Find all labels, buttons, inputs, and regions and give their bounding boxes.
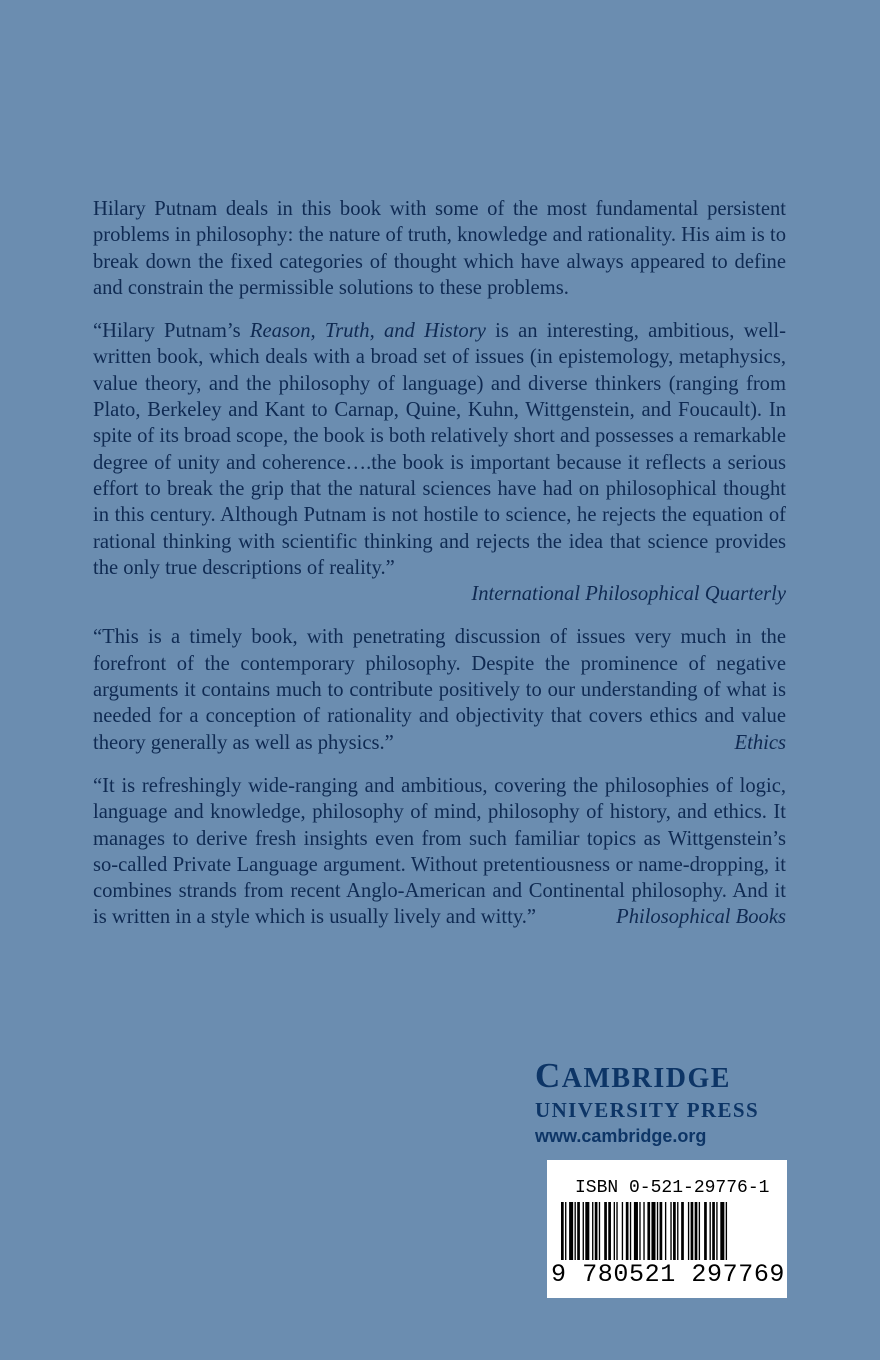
- barcode-bar: [634, 1202, 638, 1260]
- barcode-bar: [704, 1202, 707, 1260]
- barcode-bar: [665, 1202, 666, 1260]
- barcode-bar: [647, 1202, 650, 1260]
- publisher-name: [535, 1057, 795, 1098]
- review-1-book-title: Reason, Truth, and History: [249, 320, 486, 343]
- barcode-bar: [575, 1202, 576, 1260]
- publisher-url: www.cambridge.org: [535, 1126, 707, 1146]
- barcode-bar: [670, 1202, 671, 1260]
- barcode-bar: [592, 1202, 593, 1260]
- barcode-bar: [626, 1202, 629, 1260]
- barcode-bar: [726, 1202, 727, 1260]
- barcode-bar: [595, 1202, 598, 1260]
- barcode-bar: [695, 1202, 698, 1260]
- barcode-bar: [691, 1202, 694, 1260]
- barcode-bar: [585, 1202, 589, 1260]
- barcode-bar: [608, 1202, 611, 1260]
- barcode-image: [561, 1202, 773, 1262]
- review-2-body: “This is a timely book, with penetrating discussion of issues very much in the forefront of the contemporary philosophy. Despite the prominence of negative arguments it contains much to contribute positively to our understanding of what is needed for a conception of rationality and objectivity that covers ethics and value theory generally as well as physics.”: [93, 626, 786, 754]
- publisher-name-initial: C: [535, 1056, 562, 1095]
- back-cover-text: [93, 196, 786, 948]
- review-1-source: International Philosophical Quarterly: [471, 583, 786, 606]
- barcode-bar: [577, 1202, 580, 1260]
- barcode-bar: [599, 1202, 600, 1260]
- barcode-bar: [699, 1202, 700, 1260]
- review-1-body: is an interesting, ambitious, well-written book, which deals with a broad set of issues (in epistemology, metaphysics, value theory, and the philosophy of language) and diverse thinkers (ranging from Plato, Berkeley and Kant to Carnap, Quine, Kuhn, Wittgenstein, and Foucault). In spite of its broad scope, the book is both relatively short and possesses a remarkable degree of unity and coherence….the book is important because it reflects a serious effort to break the grip that the natural sciences have had on philosophical thought in this century. Although Putnam is not hostile to science, he rejects the equation of rational thinking with scientific thinking and rejects the idea that science provides the only true descriptions of reality.”: [93, 320, 787, 579]
- barcode-bar: [643, 1202, 644, 1260]
- barcode-bar: [622, 1202, 623, 1260]
- barcode-bar: [712, 1202, 715, 1260]
- isbn-label: ISBN 0-521-29776-1: [575, 1178, 770, 1198]
- barcode-bar: [677, 1202, 678, 1260]
- review-3-body: “It is refreshingly wide-ranging and ambitious, covering the philosophies of logic, language and knowledge, philosophy of mind, philosophy of history, and ethics. It manages to derive fresh insights even from such familiar topics as Wittgenstein’s so-called Private Language argument. Without pretentiousness or name-dropping, it combines strands from recent Anglo-American and Continental philosophy. And it is written in a style which is usually lively and witty.”: [93, 774, 786, 929]
- barcode-bar: [561, 1202, 564, 1260]
- publisher-name-rest: AMBRIDGE: [561, 1063, 731, 1094]
- publisher-logo: [535, 1057, 795, 1148]
- barcode-bar: [604, 1202, 607, 1260]
- barcode-bar: [569, 1202, 573, 1260]
- barcode-bar: [660, 1202, 663, 1260]
- review-1-lead: “Hilary Putnam’s: [93, 320, 250, 343]
- review-1: [93, 318, 786, 607]
- publisher-subtitle: UNIVERSITY PRESS: [535, 1098, 760, 1122]
- barcode-bar: [720, 1202, 724, 1260]
- barcode-bar: [565, 1202, 566, 1260]
- barcode-bar: [583, 1202, 584, 1260]
- barcode-bar: [639, 1202, 640, 1260]
- barcode-bar: [681, 1202, 684, 1260]
- barcode-bar: [673, 1202, 676, 1260]
- barcode-panel: [547, 1160, 787, 1298]
- ean-number: 9 780521 297769: [551, 1260, 786, 1289]
- barcode-bar: [657, 1202, 658, 1260]
- barcode-bar: [716, 1202, 717, 1260]
- review-2-source: Ethics: [734, 731, 786, 754]
- barcode-bar: [614, 1202, 615, 1260]
- review-3-source: Philosophical Books: [616, 906, 786, 929]
- barcode-bar: [616, 1202, 617, 1260]
- barcode-bar: [688, 1202, 689, 1260]
- book-description: Hilary Putnam deals in this book with some of the most fundamental persistent problems in philosophy: the nature of truth, knowledge and rationality. His aim is to break down the fixed categories of thought which have always appeared to define and constrain the permissible solutions to these problems.: [93, 198, 786, 299]
- barcode-bar: [630, 1202, 631, 1260]
- barcode-bar: [710, 1202, 711, 1260]
- review-2: [93, 624, 786, 755]
- review-3: [93, 773, 786, 931]
- barcode-bar: [651, 1202, 655, 1260]
